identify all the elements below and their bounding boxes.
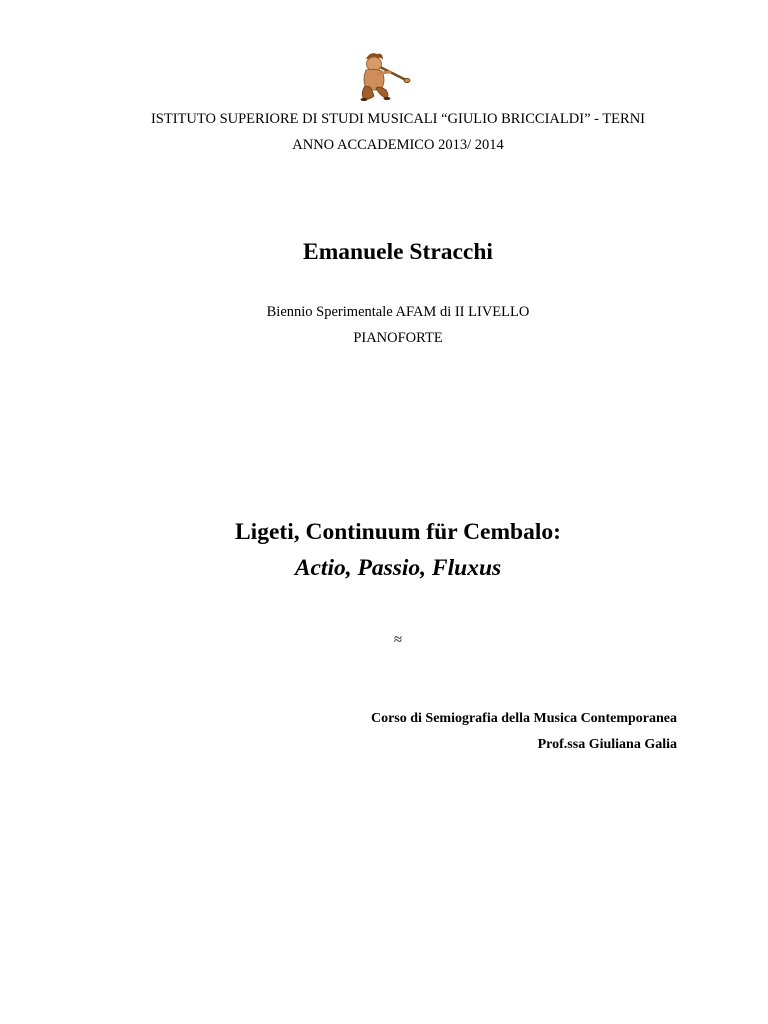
study-program: Biennio Sperimentale AFAM di II LIVELLO: [266, 304, 530, 320]
academic-year: ANNO ACCADEMICO 2013/ 2014: [292, 137, 504, 153]
author-name: Emanuele Stracchi: [303, 239, 493, 265]
section-separator: ≈: [393, 632, 403, 648]
professor-name: Prof.ssa Giuliana Galia: [537, 737, 677, 752]
instrument: PIANOFORTE: [353, 330, 443, 346]
course-name: Corso di Semiografia della Musica Contemporanea: [370, 711, 677, 726]
institute-name: ISTITUTO SUPERIORE DI STUDI MUSICALI “GIULIO BRICCIALDI” - TERNI: [150, 111, 646, 127]
thesis-title: Ligeti, Continuum für Cembalo:: [235, 519, 561, 545]
faun-playing-flute-icon: [356, 50, 412, 102]
thesis-subtitle: Actio, Passio, Fluxus: [294, 555, 502, 581]
